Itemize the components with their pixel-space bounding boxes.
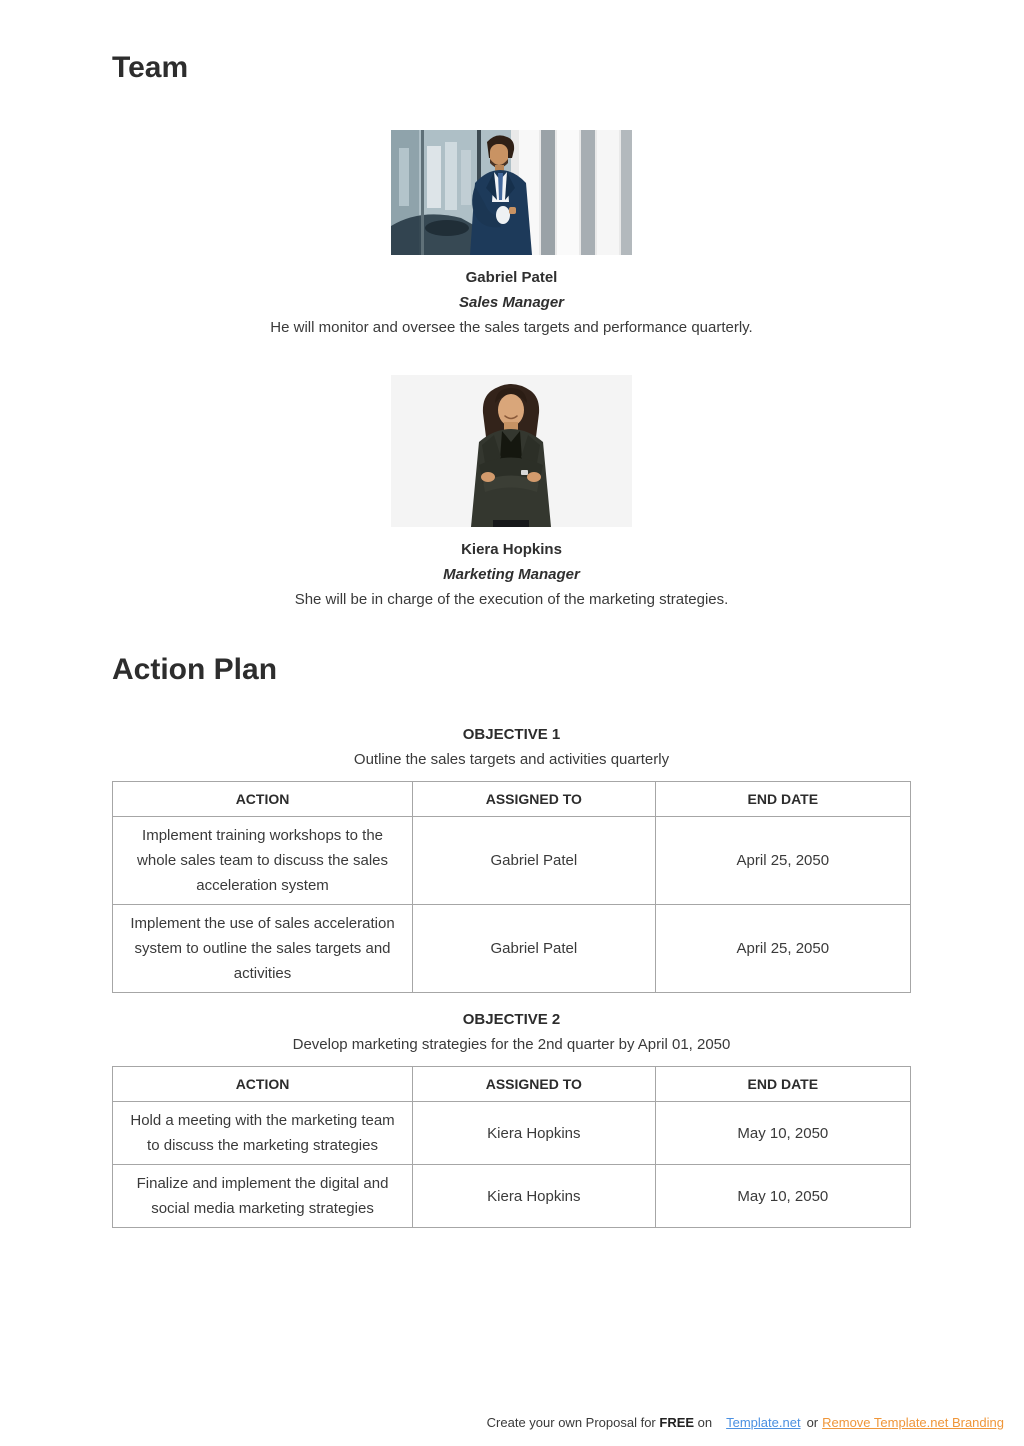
footer-free-label: FREE: [659, 1415, 695, 1430]
member-name: Gabriel Patel: [465, 269, 558, 286]
cell-end-date: April 25, 2050: [655, 905, 910, 993]
team-member-gabriel: [112, 130, 911, 340]
footer-link-templatenet[interactable]: Template.net: [726, 1415, 801, 1430]
member-photo-gabriel: [391, 130, 632, 255]
footer-text-suffix: on: [694, 1415, 713, 1430]
member-description: She will be in charge of the execution of the marketing strategies.: [294, 591, 729, 608]
footer-link-remove-branding[interactable]: Remove Template.net Branding: [822, 1415, 1004, 1430]
objective-1-table: [112, 781, 911, 993]
member-name: Kiera Hopkins: [461, 541, 562, 558]
table-header-row: [113, 1067, 911, 1102]
photo-man-navy-suit: [391, 130, 632, 255]
cell-assigned-to: Gabriel Patel: [413, 817, 656, 905]
cell-assigned-to: Gabriel Patel: [413, 905, 656, 993]
cell-action: Hold a meeting with the marketing team to discuss the marketing strategies: [113, 1102, 413, 1165]
column-header-action: ACTION: [113, 1067, 413, 1102]
column-header-end-date: END DATE: [655, 782, 910, 817]
cell-assigned-to: Kiera Hopkins: [413, 1165, 656, 1228]
member-role: Marketing Manager: [443, 566, 580, 583]
objective-1-subtitle: Outline the sales targets and activities quarterly: [353, 751, 670, 768]
cell-end-date: May 10, 2050: [655, 1165, 910, 1228]
photo-woman-dark-suit: [391, 375, 632, 527]
footer-separator: or: [806, 1415, 819, 1430]
action-plan-section-title: Action Plan: [112, 653, 278, 686]
column-header-assigned: ASSIGNED TO: [413, 1067, 656, 1102]
table-row: [113, 817, 911, 905]
footer-text-prefix: Create your own Proposal for: [486, 1415, 660, 1430]
cell-end-date: May 10, 2050: [655, 1102, 910, 1165]
member-photo-kiera: [391, 375, 632, 527]
column-header-assigned: ASSIGNED TO: [413, 782, 656, 817]
cell-end-date: April 25, 2050: [655, 817, 910, 905]
objective-2-table: [112, 1066, 911, 1228]
team-member-kiera: [112, 375, 911, 612]
cell-action: Finalize and implement the digital and social media marketing strategies: [113, 1165, 413, 1228]
objective-1-header: [112, 722, 911, 772]
column-header-end-date: END DATE: [655, 1067, 910, 1102]
member-role: Sales Manager: [458, 294, 565, 311]
table-row: [113, 1102, 911, 1165]
member-info-gabriel: [112, 265, 911, 340]
member-description: He will monitor and oversee the sales targets and performance quarterly.: [270, 319, 753, 336]
table-header-row: [113, 782, 911, 817]
cell-action: Implement training workshops to the whole sales team to discuss the sales acceleration system: [113, 817, 413, 905]
member-info-kiera: [112, 537, 911, 612]
cell-action: Implement the use of sales acceleration system to outline the sales targets and activities: [113, 905, 413, 993]
cell-assigned-to: Kiera Hopkins: [413, 1102, 656, 1165]
template-branding-footer: [487, 1414, 1004, 1432]
objective-2-subtitle: Develop marketing strategies for the 2nd quarter by April 01, 2050: [292, 1036, 731, 1053]
objective-2-title: OBJECTIVE 2: [462, 1011, 561, 1028]
column-header-action: ACTION: [113, 782, 413, 817]
objective-2-header: [112, 1007, 911, 1057]
table-row: [113, 1165, 911, 1228]
table-row: [113, 905, 911, 993]
objective-1-title: OBJECTIVE 1: [462, 726, 561, 743]
team-section-title: Team: [112, 51, 189, 84]
